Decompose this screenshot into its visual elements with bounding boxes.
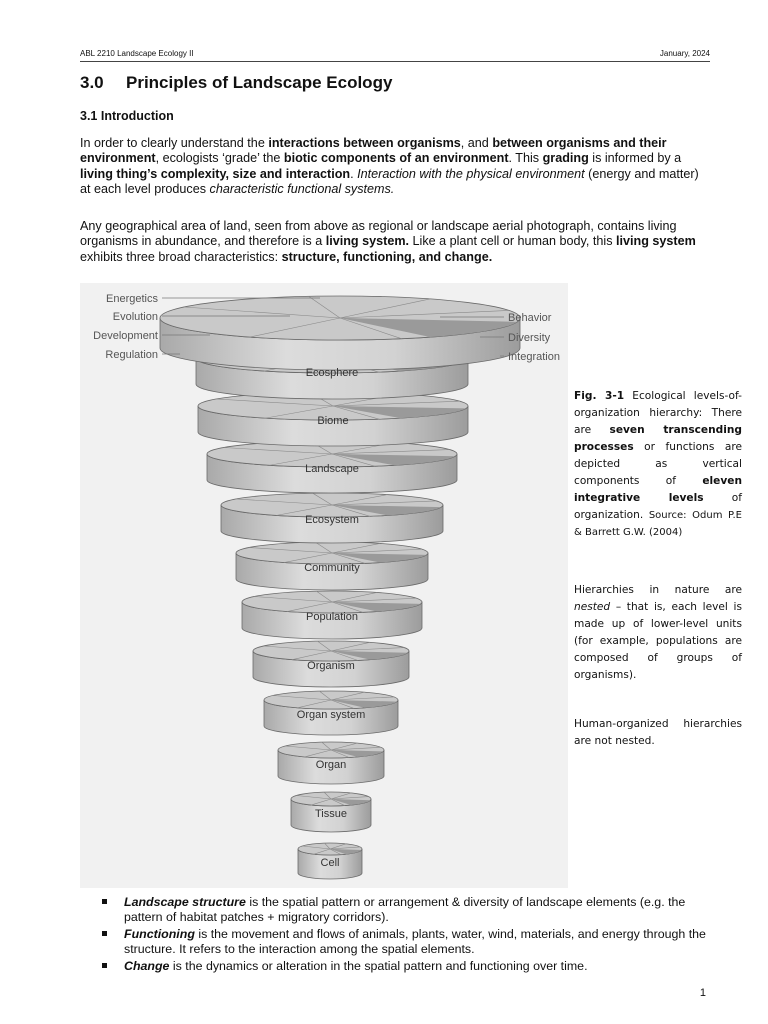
nested-hierarchy-note: Hierarchies in nature are nested – that is, each level is made up of lower-level units (for example, populations are composed of groups of organisms). bbox=[574, 584, 742, 681]
level-label-organ-system: Organ system bbox=[296, 709, 366, 721]
intro-paragraph-2: Any geographical area of land, seen from above as regional or landscape aerial photograph, contains living organisms in abundance, and therefore is a living system. Like a plant cell or human body, this living system exhibits three broad characteristics: structure, functioning, and change. bbox=[80, 219, 696, 264]
level-label-cell: Cell bbox=[320, 857, 340, 869]
bullet-marker bbox=[102, 931, 107, 936]
list-item: Functioning is the movement and flows of animals, plants, water, wind, materials, and energy through the structure. It refers to the interaction among the spatial elements. bbox=[100, 927, 712, 956]
list-item: Landscape structure is the spatial pattern or arrangement & diversity of landscape elements (e.g. the pattern of habitat patches + migratory corridors). bbox=[100, 895, 712, 924]
right-label-integration: Integration bbox=[508, 351, 560, 363]
header-course: ABL 2210 Landscape Ecology II bbox=[80, 49, 194, 58]
human-hierarchy-note: Human-organized hierarchies are not nested. bbox=[574, 718, 742, 747]
right-label-behavior: Behavior bbox=[508, 312, 552, 324]
section-title bbox=[80, 73, 392, 93]
level-label-population: Population bbox=[306, 611, 358, 623]
level-label-landscape: Landscape bbox=[305, 463, 359, 475]
page-header bbox=[80, 47, 710, 62]
level-label-community: Community bbox=[304, 562, 360, 574]
left-label-evolution: Evolution bbox=[112, 311, 158, 323]
left-label-energetics: Energetics bbox=[106, 293, 158, 305]
level-label-organism: Organism bbox=[307, 660, 355, 672]
level-label-biome: Biome bbox=[317, 415, 349, 427]
figure-caption: Fig. 3-1 Ecological levels-of-organization hierarchy: There are seven transcending processes or functions are depicted as vertical components of eleven integrative levels of organization. Source: Odum P.E & Barrett G.W. (2004) bbox=[574, 390, 742, 538]
subsection-title: 3.1 Introduction bbox=[80, 109, 174, 123]
page-number: 1 bbox=[699, 987, 706, 999]
section-title-text: Principles of Landscape Ecology bbox=[126, 73, 393, 92]
list-item: Change is the dynamics or alteration in the spatial pattern and functioning over time. bbox=[100, 959, 712, 974]
characteristics-list bbox=[100, 895, 712, 977]
hierarchy-diagram bbox=[80, 283, 568, 888]
intro-paragraph-1: In order to clearly understand the interactions between organisms, and between organisms and their environment, ecologists ‘grade’ the biotic components of an environment. This grading is informed by a living thing’s complexity, size and interaction. Interaction with the physical environment (energy and matter) at each level produces characteristic functional systems. bbox=[80, 136, 699, 197]
level-label-ecosphere: Ecosphere bbox=[305, 367, 359, 379]
section-number: 3.0 bbox=[80, 73, 104, 92]
left-label-development: Development bbox=[93, 330, 158, 342]
figure-source: Source: Odum P.E & Barrett G.W. (2004) bbox=[574, 510, 742, 538]
level-label-tissue: Tissue bbox=[315, 808, 347, 820]
bullet-marker bbox=[102, 963, 107, 968]
bullet-marker bbox=[102, 899, 107, 904]
level-label-ecosystem: Ecosystem bbox=[305, 514, 359, 526]
right-label-diversity: Diversity bbox=[508, 332, 551, 344]
left-label-regulation: Regulation bbox=[105, 349, 158, 361]
hierarchy-figure bbox=[80, 283, 568, 888]
disc-top bbox=[160, 296, 520, 370]
level-label-organ: Organ bbox=[315, 759, 347, 771]
header-date: January, 2024 bbox=[659, 49, 710, 58]
